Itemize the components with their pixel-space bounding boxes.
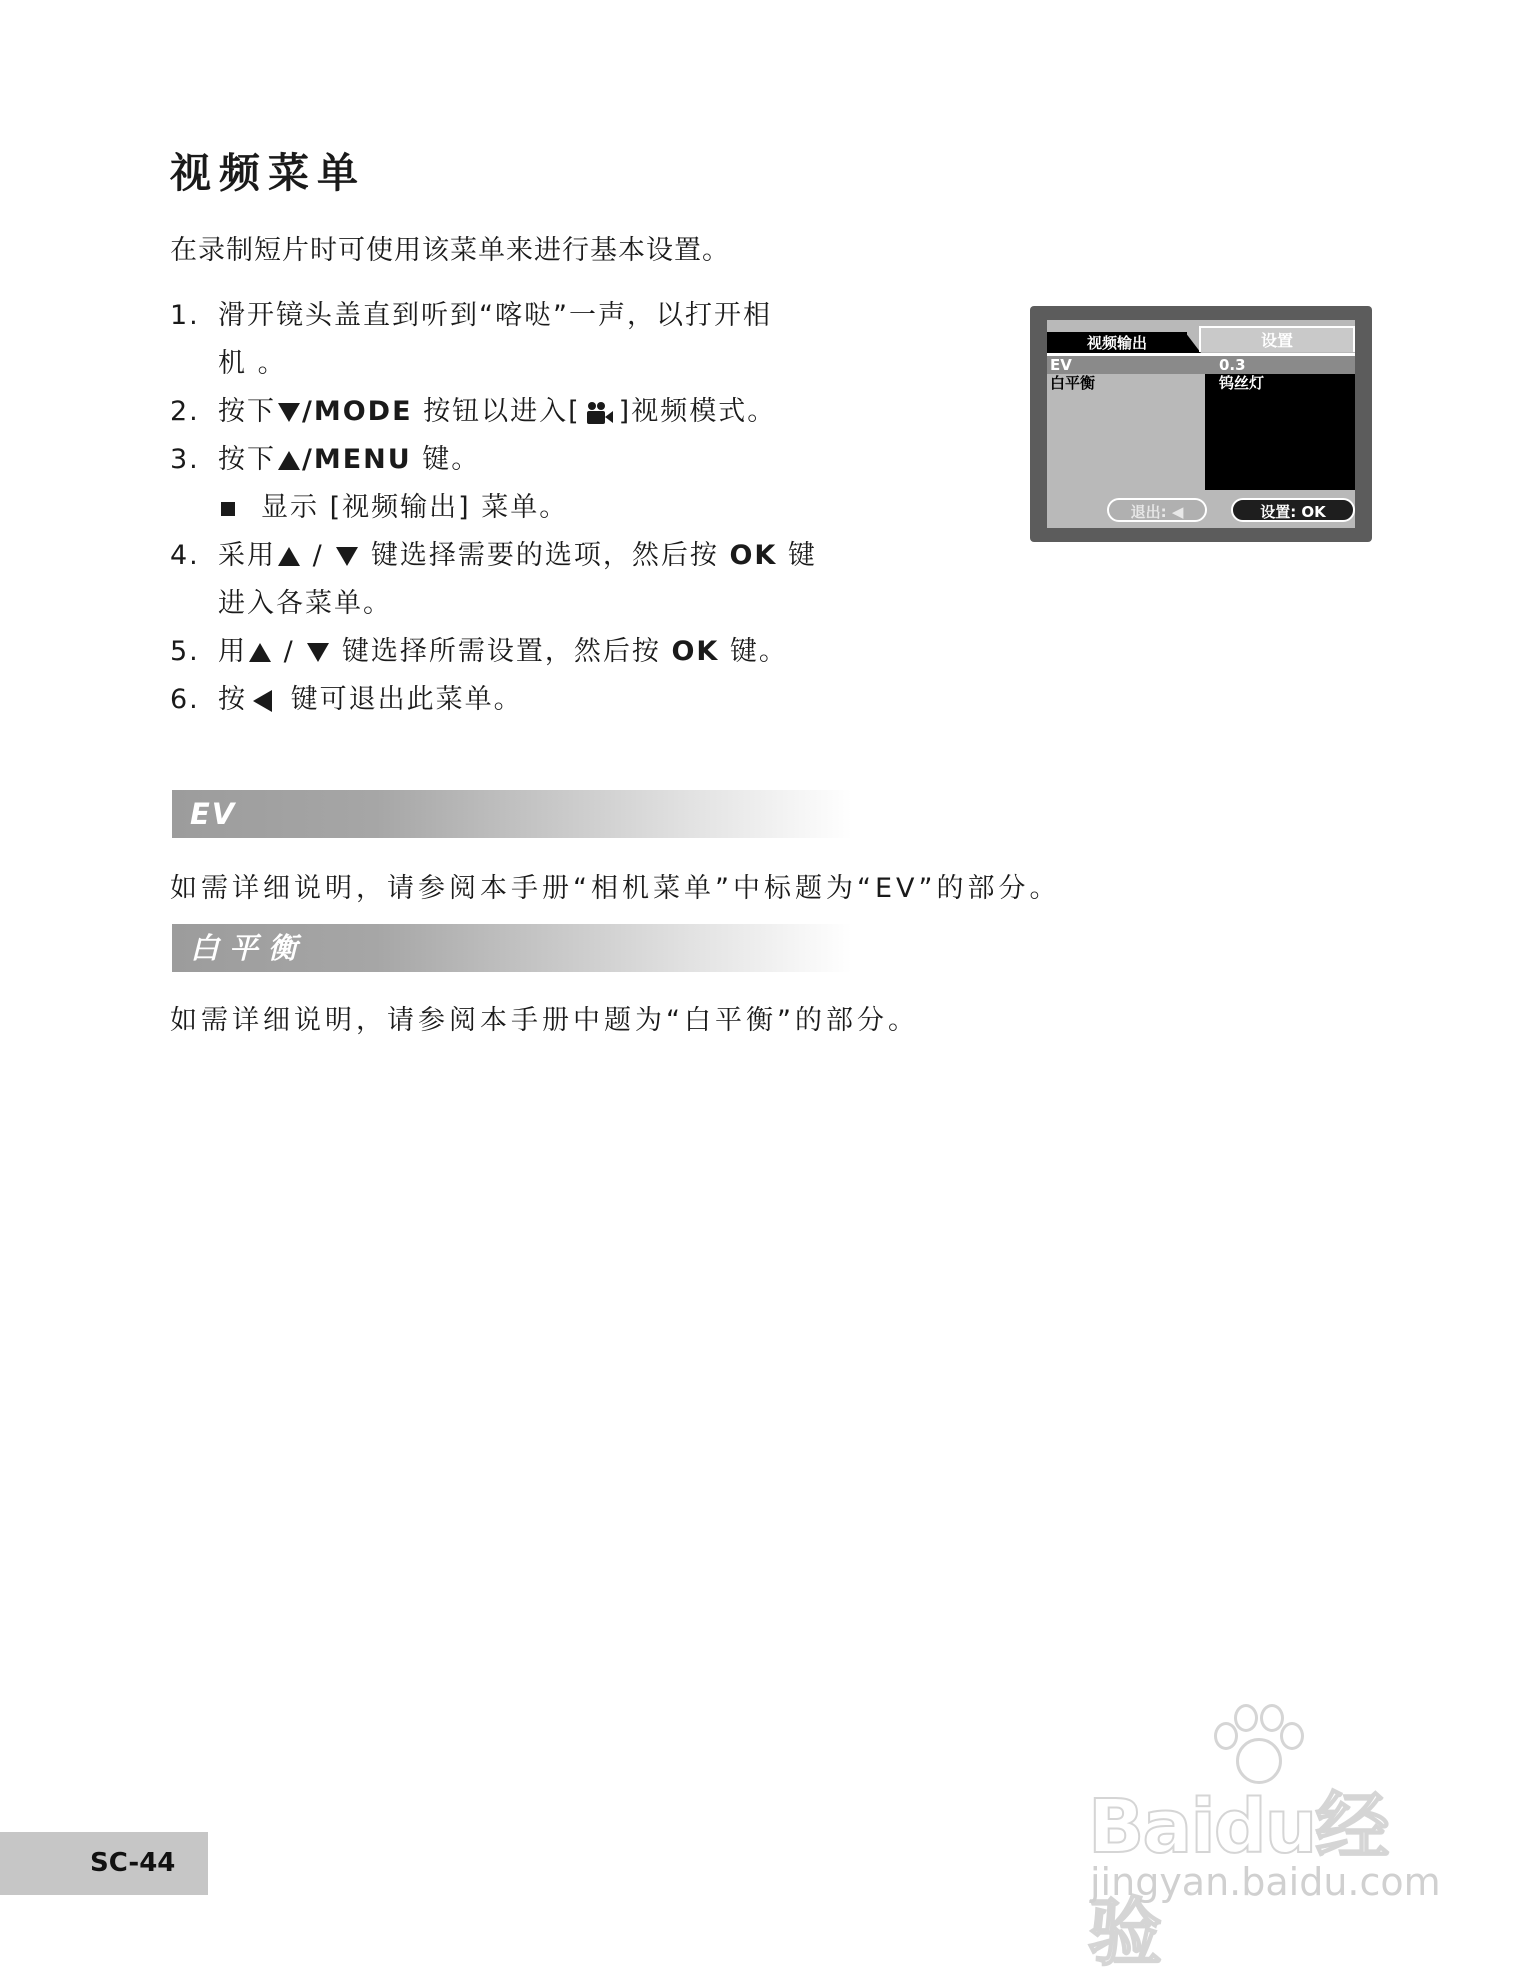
exit-button[interactable]: 退出: ◀ — [1107, 498, 1207, 522]
set-button[interactable]: 设置: OK — [1231, 498, 1355, 522]
step-text: 按下 — [218, 444, 276, 475]
section-text-ev: 如需详细说明，请参阅本手册“相机菜单”中标题为“EV”的部分。 — [170, 873, 1061, 904]
step-text: 键选择所需设置，然后按 — [331, 636, 672, 667]
lcd-menu — [1047, 320, 1355, 528]
section-text-white-balance: 如需详细说明，请参阅本手册中题为“白平衡”的部分。 — [170, 1005, 919, 1036]
video-camera-icon — [587, 402, 613, 424]
step-text: 进入各菜单。 — [218, 588, 392, 619]
up-arrow-icon — [278, 547, 300, 566]
section-heading: 白平衡 — [190, 931, 308, 965]
step-number: 6. — [170, 684, 200, 715]
step-text: 按 — [218, 684, 247, 715]
step-5 — [170, 628, 870, 676]
menu-item-label: 白平衡 — [1050, 374, 1096, 392]
section-heading: EV — [190, 797, 237, 831]
menu-key-label: /MENU — [302, 444, 412, 475]
separator: / — [302, 540, 335, 571]
up-arrow-icon — [249, 643, 271, 662]
step-text: 滑开镜头盖直到听到“喀哒”一声，以打开相 — [218, 300, 772, 331]
ok-key-label: OK — [729, 540, 778, 571]
ok-key-label: OK — [671, 636, 720, 667]
page-number: SC-44 — [90, 1848, 176, 1878]
menu-item-label: EV — [1050, 356, 1072, 374]
menu-item-value: 钨丝灯 — [1219, 374, 1265, 392]
step-text: 键可退出此菜单。 — [280, 684, 523, 715]
page-number-box — [0, 1832, 208, 1895]
step-text: 用 — [218, 636, 247, 667]
step-4 — [170, 532, 870, 628]
step-text: 按钮以进入[ — [412, 396, 581, 427]
watermark — [1088, 1700, 1448, 1976]
step-text: 机 。 — [218, 348, 287, 379]
step-text: 按下 — [218, 396, 276, 427]
section-header-white-balance — [172, 924, 852, 972]
step-3 — [170, 436, 870, 484]
square-bullet-icon — [221, 502, 235, 516]
camera-lcd-screen — [1030, 306, 1372, 542]
down-arrow-icon — [336, 547, 358, 566]
step-2 — [170, 388, 870, 436]
steps-list — [170, 292, 870, 724]
step-number: 5. — [170, 636, 200, 667]
lcd-footer — [1047, 495, 1355, 528]
menu-item-value: 0.3 — [1219, 356, 1246, 374]
step-1 — [170, 292, 870, 388]
step-text: 键 — [777, 540, 817, 571]
mode-key-label: /MODE — [302, 396, 413, 427]
left-arrow-icon — [253, 690, 272, 712]
tab-video-output[interactable]: 视频输出 — [1047, 332, 1187, 353]
step-number: 3. — [170, 444, 200, 475]
intro-text: 在录制短片时可使用该菜单来进行基本设置。 — [170, 235, 730, 266]
watermark-url: jingyan.baidu.com — [1090, 1860, 1441, 1904]
step-number: 4. — [170, 540, 200, 571]
step-number: 1. — [170, 300, 200, 331]
down-arrow-icon — [278, 403, 300, 422]
separator: / — [273, 636, 306, 667]
step-3-note — [170, 484, 870, 532]
step-6 — [170, 676, 870, 724]
page-title: 视频菜单 — [170, 149, 366, 197]
step-text: 键选择需要的选项，然后按 — [360, 540, 730, 571]
section-header-ev — [172, 790, 852, 838]
step-number: 2. — [170, 396, 200, 427]
step-note-text: 显示 [视频输出] 菜单。 — [261, 492, 569, 523]
up-arrow-icon — [278, 451, 300, 470]
step-text: ]视频模式。 — [618, 396, 777, 427]
tab-settings[interactable]: 设置 — [1199, 326, 1355, 352]
menu-item-white-balance[interactable] — [1047, 374, 1355, 392]
step-text: 采用 — [218, 540, 276, 571]
down-arrow-icon — [307, 643, 329, 662]
step-text: 键。 — [411, 444, 481, 475]
watermark-brand: Baidu经验 — [1088, 1784, 1388, 1976]
step-text: 键。 — [719, 636, 788, 667]
menu-item-ev[interactable] — [1047, 356, 1355, 374]
